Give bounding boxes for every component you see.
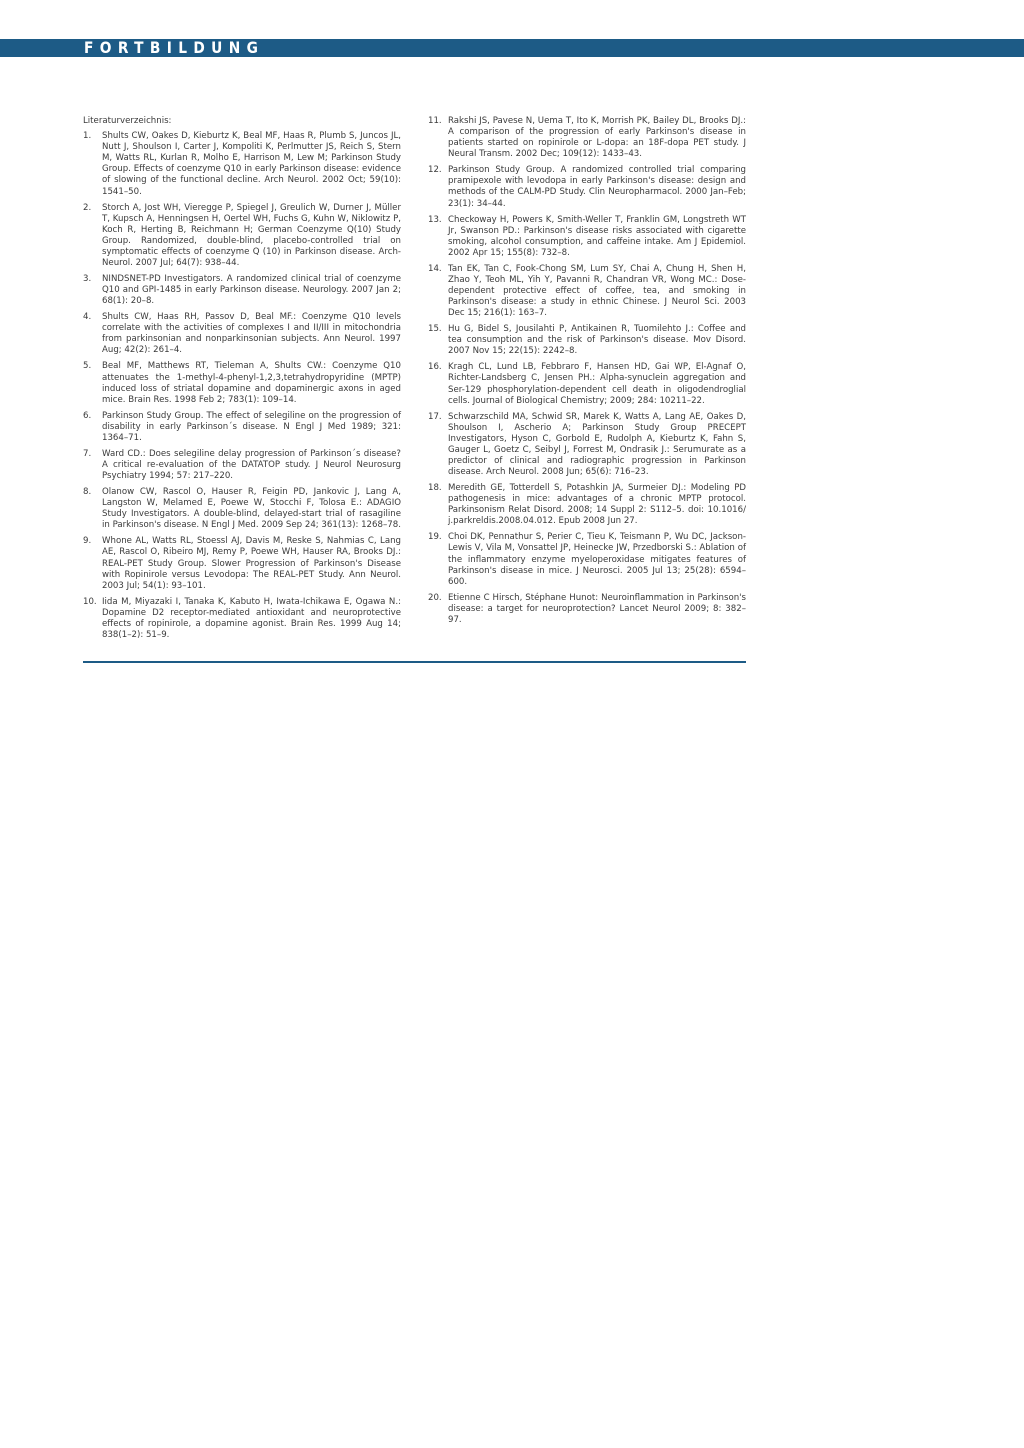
reference-text: Parkinson Study Group. A randomized controlled trial comparing pramipexole with levodopa in early Parkinson's disease: design and methods of the CALM-PD Study. Clin Neuropharmacol. 2000 Jan–Feb; 23(1): 34–44.: [448, 165, 746, 209]
reference-item: [83, 361, 401, 405]
reference-text: Meredith GE, Totterdell S, Potashkin JA, Surmeier DJ.: Modeling PD pathogenesis in mice: advantages of a chronic MPTP protocol. Parkinsonism Relat Disord. 2008; 14 Suppl 2: S112–5. doi: 10.1016/ j.parkreldis.2008.04.012. Epub 2008 Jun 27.: [448, 483, 746, 527]
reference-item: [83, 312, 401, 356]
bottom-divider: [83, 661, 746, 663]
reference-text: Whone AL, Watts RL, Stoessl AJ, Davis M, Reske S, Nahmias C, Lang AE, Rascol O, Ribeiro MJ, Remy P, Poewe WH, Hauser RA, Brooks DJ.: REAL-PET Study Group. Slower Progression of Parkinson's Disease with Ropinirole versus Levodopa: The REAL-PET Study. Ann Neurol. 2003 Jul; 54(1): 93–101.: [102, 536, 401, 591]
reference-text: NINDSNET-PD Investigators. A randomized clinical trial of coenzyme Q10 and GPI-1485 in early Parkinson disease. Neurology. 2007 Jan 2; 68(1): 20–8.: [102, 274, 401, 307]
reference-text: Ward CD.: Does selegiline delay progression of Parkinson´s disease? A critical re-evaluation of the DATATOP study. J Neurol Neurosurg Psychiatry 1994; 57: 217–220.: [102, 448, 401, 482]
reference-number: 7.: [83, 448, 92, 459]
reference-text: Shults CW, Haas RH, Passov D, Beal MF.: Coenzyme Q10 levels correlate with the activities of complexes I and II/III in mitochondria from parkinsonian and nonparkinsonian subjects. Ann Neurol. 1997 Aug; 42(2): 261–4.: [102, 312, 401, 356]
references-right-column: [428, 116, 746, 631]
reference-item: [428, 324, 746, 357]
reference-item: [83, 131, 401, 198]
reference-item: [428, 116, 746, 160]
reference-text: Storch A, Jost WH, Vieregge P, Spiegel J, Greulich W, Durner J, Müller T, Kupsch A, Henningsen H, Oertel WH, Fuchs G, Kuhn W, Niklowitz P, Koch R, Herting B, Reichmann H; German Coenzyme Q(10) Study Group. Randomized, double-blind, placebo-controlled trial on symptomatic effects of coenzyme Q (10) in Parkinson disease. Arch-Neurol. 2007 Jul; 64(7): 938–44.: [102, 202, 401, 269]
reference-text: Tan EK, Tan C, Fook-Chong SM, Lum SY, Chai A, Chung H, Shen H, Zhao Y, Teoh ML, Yih Y, Pavanni R, Chandran VR, Wong MC.: Dose-dependent protective effect of coffee, tea, and smoking in Parkinson's disease: a study in ethnic Chinese. J Neurol Sci. 2003 Dec 15; 216(1): 163–7.: [448, 263, 746, 319]
reference-number: 4.: [83, 312, 92, 323]
reference-item: [83, 411, 401, 444]
reference-item: [83, 597, 401, 641]
reference-item: [83, 536, 401, 591]
reference-number: 6.: [83, 410, 92, 421]
reference-number: 8.: [83, 487, 92, 498]
reference-number: 12.: [428, 165, 442, 176]
reference-item: [428, 165, 746, 209]
reference-item: [428, 362, 746, 406]
reference-item: [83, 487, 401, 531]
reference-text: Hu G, Bidel S, Jousilahti P, Antikainen R, Tuomilehto J.: Coffee and tea consumption and the risk of Parkinson's disease. Mov Disord. 2007 Nov 15; 22(15): 2242–8.: [448, 324, 746, 357]
reference-number: 11.: [428, 116, 442, 126]
reference-list-right: [428, 116, 746, 626]
reference-number: 1.: [83, 131, 92, 142]
reference-number: 14.: [428, 263, 442, 274]
reference-text: Iida M, Miyazaki I, Tanaka K, Kabuto H, Iwata-Ichikawa E, Ogawa N.: Dopamine D2 receptor-mediated antioxidant and neuroprotective effects of ropinirole, a dopamine agonist. Brain Res. 1999 Aug 14; 838(1–2): 51–9.: [102, 596, 401, 640]
reference-text: Checkoway H, Powers K, Smith-Weller T, Franklin GM, Longstreth WT Jr, Swanson PD.: Parkinson's disease risks associated with cigarette smoking, alcohol consumption, and caffeine intake. Am J Epidemiol. 2002 Apr 15; 155(8): 732–8.: [448, 214, 746, 258]
reference-item: [83, 274, 401, 307]
reference-text: Shults CW, Oakes D, Kieburtz K, Beal MF, Haas R, Plumb S, Juncos JL, Nutt J, Shoulson I, Carter J, Kompoliti K, Perlmutter JS, Reich S, Stern M, Watts RL, Kurlan R, Molho E, Harrison M, Lew M; Parkinson Study Group. Effects of coenzyme Q10 in early Parkinson disease: evidence of slowing of the functional decline. Arch Neurol. 2002 Oct; 59(10): 1541–50.: [102, 131, 401, 197]
reference-number: 16.: [428, 362, 442, 373]
reference-item: [428, 593, 746, 626]
reference-number: 3.: [83, 274, 92, 284]
reference-number: 9.: [83, 536, 92, 547]
reference-item: [428, 215, 746, 259]
reference-text: Choi DK, Pennathur S, Perier C, Tieu K, Teismann P, Wu DC, Jackson-Lewis V, Vila M, Vonsattel JP, Heinecke JW, Przedborski S.: Ablation of the inflammatory enzyme myeloperoxidase mitigates features of Parkinson's disease in mice. J Neurosci. 2005 Jul 13; 25(28): 6594–600.: [448, 532, 746, 587]
reference-number: 20.: [428, 592, 442, 603]
reference-item: [83, 449, 401, 482]
reference-number: 17.: [428, 411, 442, 422]
reference-number: 15.: [428, 324, 442, 335]
reference-text: Etienne C Hirsch, Stéphane Hunot: Neuroinflammation in Parkinson's disease: a target for neuroprotection? Lancet Neurol 2009; 8: 382–97.: [448, 592, 746, 625]
reference-item: [428, 412, 746, 479]
reference-text: Schwarzschild MA, Schwid SR, Marek K, Watts A, Lang AE, Oakes D, Shoulson I, Ascherio A; Parkinson Study Group PRECEPT Investigators, Hyson C, Gorbold E, Rudolph A, Kieburtz K, Fahn S, Gauger L, Goetz C, Seibyl J, Forrest M, Ondrasik J.: Serumurate as a predictor of clinical and radiographic progression in Parkinson disease. Arch Neurol. 2008 Jun; 65(6): 716–23.: [448, 411, 746, 478]
reference-item: [428, 483, 746, 527]
references-left-column: [83, 116, 401, 646]
reference-number: 10.: [83, 596, 97, 607]
section-title: FORTBILDUNG: [84, 38, 265, 57]
reference-number: 19.: [428, 532, 442, 543]
reference-number: 18.: [428, 483, 442, 494]
reference-item: [83, 203, 401, 270]
reference-text: Parkinson Study Group. The effect of selegiline on the progression of disability in early Parkinson´s disease. N Engl J Med 1989; 321: 1364–71.: [102, 410, 401, 443]
reference-number: 13.: [428, 214, 442, 225]
reference-text: Olanow CW, Rascol O, Hauser R, Feigin PD, Jankovic J, Lang A, Langston W, Melamed E, Poewe W, Stocchi F, Tolosa E.: ADAGIO Study Investigators. A double-blind, delayed-start trial of rasagiline in Parkinson's disease. N Engl J Med. 2009 Sep 24; 361(13): 1268–78.: [102, 487, 401, 531]
reference-number: 2.: [83, 202, 92, 213]
reference-text: Rakshi JS, Pavese N, Uema T, Ito K, Morrish PK, Bailey DL, Brooks DJ.: A comparison of the progression of early Parkinson's disease in patients started on ropinirole or L-dopa: an 18F-dopa PET study. J Neural Transm. 2002 Dec; 109(12): 1433–43.: [448, 116, 746, 160]
section-header-bar: [0, 39, 1024, 57]
reference-text: Beal MF, Matthews RT, Tieleman A, Shults CW.: Coenzyme Q10 attenuates the 1-methyl-4-phenyl-1,2,3,tetrahydropyridine (MPTP) induced loss of striatal dopamine and dopaminergic axons in aged mice. Brain Res. 1998 Feb 2; 783(1): 109–14.: [102, 361, 401, 405]
reference-item: [428, 532, 746, 587]
references-heading: Literaturverzeichnis:: [83, 116, 172, 126]
reference-number: 5.: [83, 361, 92, 372]
reference-text: Kragh CL, Lund LB, Febbraro F, Hansen HD, Gai WP, El-Agnaf O, Richter-Landsberg C, Jensen PH.: Alpha-synuclein aggregation and Ser-129 phosphorylation-dependent cell death in oligodendroglial cells. Journal of Biological Chemistry; 2009; 284: 10211–22.: [448, 362, 746, 406]
reference-item: [428, 264, 746, 319]
reference-list-left: [83, 131, 401, 641]
